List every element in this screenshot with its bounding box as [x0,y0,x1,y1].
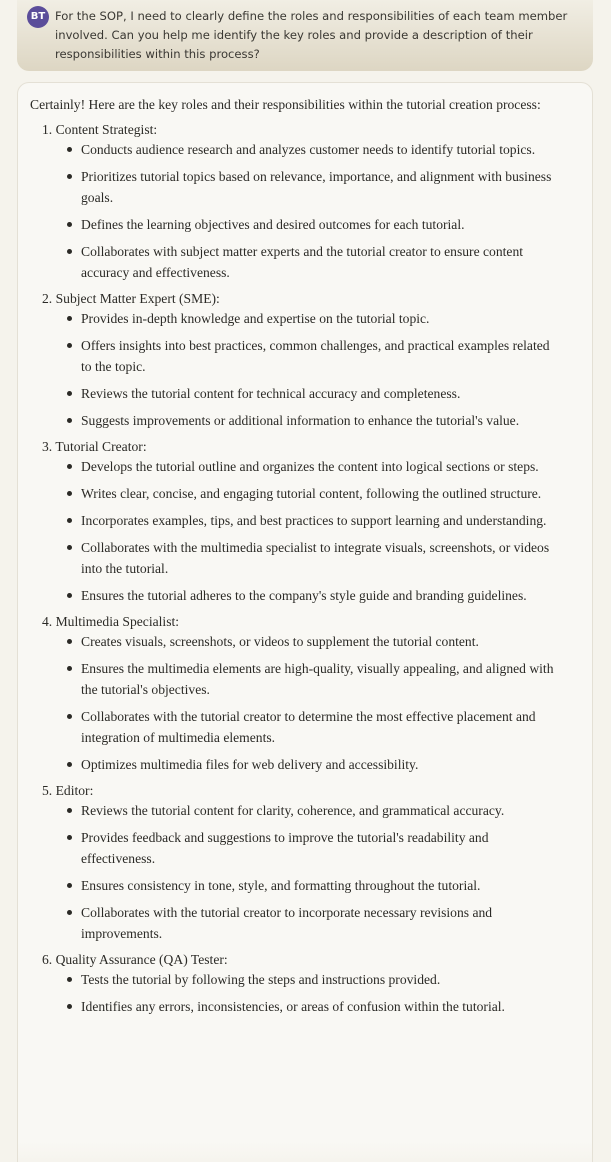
duty-item: Offers insights into best practices, common challenges, and practical examples related to the topic. [30,335,580,377]
role-item [30,120,580,283]
duty-item: Suggests improvements or additional information to enhance the tutorial's value. [30,410,580,431]
role-item [30,437,580,606]
user-message-text: For the SOP, I need to clearly define the roles and responsibilities of each team member involved. Can you help me identify the key roles and provide a description of their responsibilities within this process? [55,9,568,61]
role-item [30,612,580,775]
role-title: 3. Tutorial Creator: [42,439,147,454]
reply-intro: Certainly! Here are the key roles and their responsibilities within the tutorial creation process: [30,97,541,112]
role-title: 4. Multimedia Specialist: [42,614,180,629]
user-message [17,0,593,71]
duties-list [30,308,580,431]
duties-list [30,456,580,606]
assistant-reply [17,82,593,1162]
duty-item: Reviews the tutorial content for clarity, coherence, and grammatical accuracy. [30,800,580,821]
duty-item: Incorporates examples, tips, and best practices to support learning and understanding. [30,510,580,531]
duty-item: Collaborates with the tutorial creator to determine the most effective placement and integration of multimedia elements. [30,706,580,748]
role-title: 1. Content Strategist: [42,122,158,137]
role-title: 6. Quality Assurance (QA) Tester: [42,952,228,967]
duty-item: Ensures the tutorial adheres to the company's style guide and branding guidelines. [30,585,580,606]
duties-list [30,139,580,283]
duty-item: Provides feedback and suggestions to improve the tutorial's readability and effectiveness. [30,827,580,869]
duty-item: Collaborates with the tutorial creator to incorporate necessary revisions and improvements. [30,902,580,944]
duty-item: Tests the tutorial by following the steps and instructions provided. [30,969,580,990]
role-item [30,289,580,431]
duty-item: Identifies any errors, inconsistencies, or areas of confusion within the tutorial. [30,996,580,1017]
duty-item: Ensures consistency in tone, style, and formatting throughout the tutorial. [30,875,580,896]
duties-list [30,800,580,944]
scroll-fade [18,1141,592,1162]
duty-item: Reviews the tutorial content for technical accuracy and completeness. [30,383,580,404]
duty-item: Develops the tutorial outline and organizes the content into logical sections or steps. [30,456,580,477]
user-avatar: BT [27,6,49,28]
duty-item: Optimizes multimedia files for web delivery and accessibility. [30,754,580,775]
role-item [30,781,580,944]
duty-item: Writes clear, concise, and engaging tutorial content, following the outlined structure. [30,483,580,504]
duty-item: Prioritizes tutorial topics based on relevance, importance, and alignment with business goals. [30,166,580,208]
roles-list [30,120,580,1017]
duty-item: Collaborates with the multimedia specialist to integrate visuals, screenshots, or videos into the tutorial. [30,537,580,579]
duty-item: Conducts audience research and analyzes customer needs to identify tutorial topics. [30,139,580,160]
duty-item: Creates visuals, screenshots, or videos to supplement the tutorial content. [30,631,580,652]
role-title: 5. Editor: [42,783,94,798]
duty-item: Collaborates with subject matter experts and the tutorial creator to ensure content accuracy and effectiveness. [30,241,580,283]
role-title: 2. Subject Matter Expert (SME): [42,291,220,306]
duty-item: Defines the learning objectives and desired outcomes for each tutorial. [30,214,580,235]
duties-list [30,631,580,775]
duty-item: Provides in-depth knowledge and expertise on the tutorial topic. [30,308,580,329]
duty-item: Ensures the multimedia elements are high-quality, visually appealing, and aligned with the tutorial's objectives. [30,658,580,700]
role-item [30,950,580,1017]
duties-list [30,969,580,1017]
